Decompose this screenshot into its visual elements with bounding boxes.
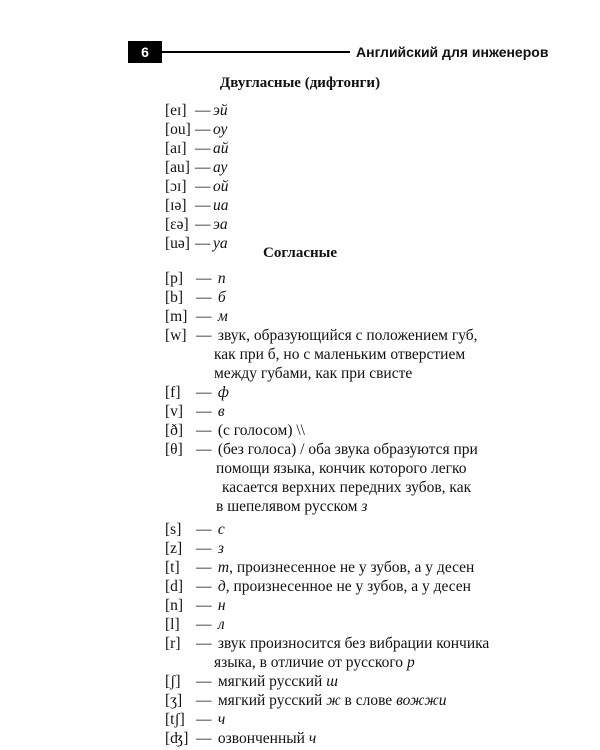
description: звук произносится без вибрации кончика [217, 635, 490, 652]
dash: — [196, 673, 212, 690]
dash: — [196, 521, 212, 538]
description-text: в слове [340, 692, 397, 709]
description: (без голоса) / оба звука образуются при [217, 441, 478, 458]
description-continuation: помощи языка, кончик которого легко [216, 460, 467, 477]
dash: — [196, 597, 212, 614]
phonetic-symbol: [v] [165, 403, 184, 420]
list-item [165, 288, 226, 307]
letter: т [217, 559, 230, 576]
description: мягкий русский [217, 673, 327, 690]
list-item [165, 269, 226, 288]
description: звук, образующийся с положением губ, [217, 327, 478, 344]
list-item [165, 402, 225, 421]
list-item [165, 558, 474, 577]
phonetic-symbol: [m] [165, 308, 188, 325]
list-item [165, 383, 229, 402]
phonetic-symbol: [b] [165, 289, 184, 306]
list-item [165, 729, 316, 748]
transcription: в [217, 403, 225, 420]
transcription: иа [213, 197, 229, 214]
description-continuation: между губами, как при свисте [214, 365, 413, 382]
running-title: Английский для инженеров [356, 44, 549, 60]
list-item [165, 615, 225, 634]
dash: — [196, 270, 212, 287]
list-item [165, 177, 229, 196]
description-text: в шепелявом русском [216, 498, 362, 515]
phonetic-symbol: [t] [165, 559, 180, 576]
dash: — [196, 422, 212, 439]
transcription: ау [213, 159, 228, 176]
transcription: ай [213, 140, 229, 157]
dash: — [195, 159, 211, 176]
list-item [165, 158, 227, 177]
phonetic-symbol: [ʃ] [165, 673, 181, 690]
list-item [165, 421, 305, 440]
dash: — [196, 540, 212, 557]
list-item [165, 634, 489, 653]
example-word: вожжи [396, 692, 447, 709]
phonetic-symbol: [eɪ] [165, 102, 187, 119]
list-item [165, 710, 225, 729]
transcription: оу [213, 121, 228, 138]
diphthongs-title: Двугласные (дифтонги) [219, 75, 381, 91]
list-item [165, 196, 229, 215]
list-item [165, 577, 471, 596]
consonants-title: Согласные [263, 245, 337, 261]
page-header [128, 41, 549, 63]
phonetic-symbol: [ʤ] [165, 730, 189, 747]
letter: ж [326, 692, 341, 709]
transcription: ч [217, 711, 226, 728]
dash: — [195, 197, 211, 214]
header-rule [162, 51, 350, 53]
description: , произнесенное не у зубов, а у десен [225, 578, 471, 595]
page-number: 6 [128, 41, 162, 63]
transcription: з [217, 540, 224, 557]
phonetic-symbol: [ɪə] [165, 197, 187, 214]
list-item [165, 215, 228, 234]
phonetic-symbol: [uə] [165, 235, 190, 252]
list-item [165, 101, 228, 120]
phonetic-symbol: [au] [165, 159, 190, 176]
phonetic-symbol: [θ] [165, 441, 183, 458]
dash: — [195, 178, 211, 195]
description: (с голосом) \\ [217, 422, 305, 439]
transcription: ой [213, 178, 229, 195]
transcription: б [217, 289, 226, 306]
transcription: эй [213, 102, 228, 119]
transcription: л [217, 616, 225, 633]
dash: — [196, 692, 212, 709]
phonetic-symbol: [ɛə] [165, 216, 189, 233]
transcription: эа [213, 216, 228, 233]
dash: — [196, 559, 212, 576]
phonetic-symbol: [ð] [165, 422, 184, 439]
phonetic-symbol: [ɔɪ] [165, 178, 187, 195]
dash: — [196, 616, 212, 633]
dash: — [195, 216, 211, 233]
transcription: м [217, 308, 228, 325]
transcription: уа [213, 235, 228, 252]
transcription: н [217, 597, 226, 614]
dash: — [196, 308, 212, 325]
phonetic-symbol: [s] [165, 521, 182, 538]
description: озвонченный [217, 730, 309, 747]
description-continuation [214, 653, 415, 672]
description-continuation: касается верхних передних зубов, как [222, 479, 472, 496]
list-item [165, 596, 226, 615]
dash: — [196, 403, 212, 420]
list-item [165, 440, 478, 459]
dash: — [196, 711, 212, 728]
list-item [165, 307, 228, 326]
letter: ч [308, 730, 317, 747]
phonetic-symbol: [z] [165, 540, 183, 557]
letter: д [217, 578, 226, 595]
description-continuation: как при б, но с маленьким отверстием [214, 346, 466, 363]
transcription: ф [217, 384, 229, 401]
letter: з [361, 498, 368, 515]
dash: — [196, 635, 212, 652]
dash: — [196, 384, 212, 401]
dash: — [196, 578, 212, 595]
transcription: с [217, 521, 225, 538]
list-item [165, 672, 338, 691]
dash: — [195, 235, 211, 252]
phonetic-symbol: [ʒ] [165, 692, 183, 709]
description-continuation [216, 497, 367, 516]
letter: р [406, 654, 415, 671]
list-item [165, 691, 447, 710]
phonetic-symbol: [p] [165, 270, 184, 287]
phonetic-symbol: [w] [165, 327, 187, 344]
list-item [165, 520, 225, 539]
phonetic-symbol: [n] [165, 597, 184, 614]
dash: — [196, 289, 212, 306]
phonetic-symbol: [ou] [165, 121, 191, 138]
dash: — [196, 441, 212, 458]
list-item [165, 120, 227, 139]
list-item [165, 139, 229, 158]
letter: ш [326, 673, 338, 690]
dash: — [195, 140, 211, 157]
phonetic-symbol: [f] [165, 384, 181, 401]
description: мягкий русский [217, 692, 327, 709]
list-item [165, 326, 478, 345]
dash: — [195, 121, 211, 138]
phonetic-symbol: [l] [165, 616, 180, 633]
dash: — [196, 730, 212, 747]
dash: — [195, 102, 211, 119]
phonetic-symbol: [tʃ] [165, 711, 185, 728]
description: , произнесенное не у зубов, а у десен [229, 559, 475, 576]
transcription: п [217, 270, 226, 287]
description-text: языка, в отличие от русского [214, 654, 407, 671]
list-item [165, 539, 224, 558]
dash: — [196, 327, 212, 344]
phonetic-symbol: [d] [165, 578, 184, 595]
phonetic-symbol: [r] [165, 635, 181, 652]
phonetic-symbol: [aɪ] [165, 140, 187, 157]
